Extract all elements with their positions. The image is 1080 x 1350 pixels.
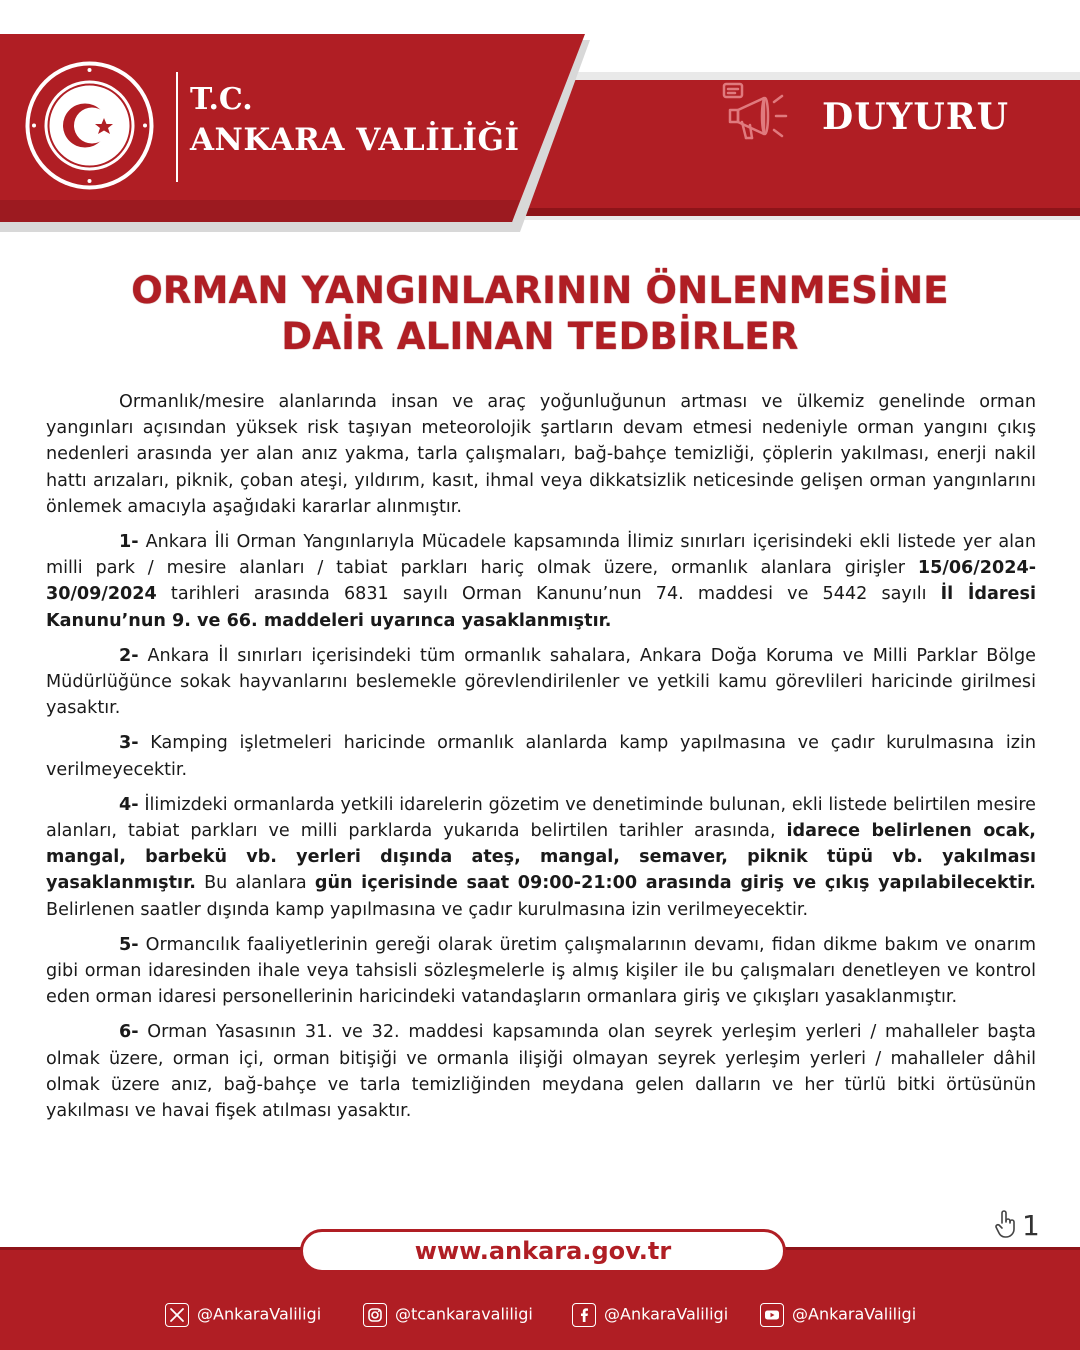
- item-text: Ankara İl sınırları içerisindeki tüm ormanlık sahalara, Ankara Doğa Koruma ve Milli Parklar Bölge Müdürlüğünce sokak hayvanlarını beslemekle görevlendirilenler ve yetkili kamu görevlileri haricinde girilmesi yasaktır.: [46, 645, 1036, 719]
- social-youtube[interactable]: [760, 1300, 916, 1328]
- intro-paragraph: [46, 389, 1036, 520]
- org-line-tc: T.C.: [190, 82, 253, 117]
- item-number: 6-: [119, 1022, 139, 1043]
- website-link[interactable]: www.ankara.gov.tr: [300, 1229, 786, 1273]
- item-2: [46, 643, 1036, 722]
- item-emphasis: gün içerisinde saat 09:00-21:00 arasında giriş ve çıkış yapılabilecektir.: [314, 873, 1036, 894]
- item-text: İlimizdeki ormanlarda yetkili idarelerin gözetim ve denetiminde bulunan, ekli listede belirtilen mesire alanları, tabiat parkları ve milli parklarda yukarıda belirtilen tarihler arasında,: [46, 794, 1036, 842]
- x-icon: [165, 1303, 189, 1327]
- social-handle: @AnkaraValiligi: [604, 1304, 729, 1324]
- megaphone-icon: [720, 80, 800, 150]
- title-line-2: DAİR ALINAN TEDBİRLER: [281, 315, 799, 358]
- item-text: Bu alanlara: [195, 873, 315, 894]
- item-text: Ankara İli Orman Yangınlarıyla Mücadele kapsamında İlimiz sınırları içerisindeki ekli listede yer alan milli park / mesire alanları / tabiat parkları hariç olmak üzere, ormanlık alanlara girişler: [46, 532, 1036, 579]
- social-x[interactable]: [165, 1300, 321, 1328]
- swipe-hand-icon: [994, 1209, 1018, 1239]
- item-emphasis: idarece belirlenen ocak, mangal, barbekü vb. yerleri dışında ateş, mangal, semaver, piknik tüpü vb. yakılması yasaklanmıştır.: [46, 821, 1036, 894]
- org-name: ANKARA VALİLİĞİ: [190, 122, 520, 158]
- social-handle: @AnkaraValiligi: [197, 1304, 322, 1324]
- page-indicator: [994, 1207, 1054, 1247]
- announcement-badge: DUYURU: [822, 96, 1010, 138]
- item-text: tarihleri arasında 6831 sayılı Orman Kanunu’nun 74. maddesi ve 5442 sayılı: [156, 584, 941, 605]
- item-1: [46, 529, 1036, 634]
- item-emphasis: İl İdaresi Kanunu’nun 9. ve 66. maddeleri uyarınca yasaklanmıştır.: [46, 584, 1036, 631]
- item-text: Orman Yasasının 31. ve 32. maddesi kapsamında olan seyrek yerleşim yerleri / mahalleler başta olmak üzere, orman içi, orman bitişiği ve ormanla ilişiği olmayan seyrek yerleşim yerleri / mahalleler dâhil olmak üzere anız, bağ-bahçe ve tarla temizliğinden meydana gelen dalların ve her türlü bitki örtüsünün yakılması ve havai fişek atılması yasaktır.: [46, 1022, 1036, 1122]
- facebook-icon: [572, 1303, 596, 1327]
- social-instagram[interactable]: [363, 1300, 533, 1328]
- page-title: [0, 268, 1080, 360]
- title-line-1: ORMAN YANGINLARININ ÖNLENMESİNE: [131, 269, 949, 312]
- instagram-icon: [363, 1303, 387, 1327]
- item-3: [46, 730, 1036, 782]
- item-text: Belirlenen saatler dışında kamp yapılmasına ve çadır kurulmasına izin verilmeyecektir.: [46, 899, 809, 920]
- item-4: [46, 792, 1036, 923]
- header-divider: [176, 72, 178, 182]
- item-number: 4-: [119, 794, 139, 815]
- announcement-body: [46, 389, 1036, 1133]
- item-number: 1-: [119, 532, 139, 553]
- social-facebook[interactable]: [572, 1300, 728, 1328]
- item-text: Kamping işletmeleri haricinde ormanlık alanlarda kamp yapılmasına ve çadır kurulmasına izin verilmeyecektir.: [46, 733, 1036, 780]
- intro-text: Ormanlık/mesire alanlarında insan ve araç yoğunluğunun artması ve ülkemiz genelinde orman yangınları açısından yüksek risk taşıyan meteorolojik şartların devam etmesi nedeniyle orman yangını çıkış nedenleri arasında yer alan anız yakma, tarla çalışmaları, bağ-bahçe temizliği, çöplerin yakılması, enerji nakil hattı arızaları, piknik, çoban ateşi, yıldırım, kasıt, ihmal veya dikkatsizlik neticesinde gelişen orman yangınlarını önlemek amacıyla aşağıdaki kararlar alınmıştır.: [46, 392, 1036, 517]
- item-number: 3-: [119, 733, 139, 754]
- social-handle: @tcankaravaliligi: [395, 1304, 533, 1324]
- social-handle: @AnkaraValiligi: [792, 1304, 917, 1324]
- item-6: [46, 1019, 1036, 1124]
- item-5: [46, 932, 1036, 1011]
- seal-logo: [22, 58, 157, 193]
- item-number: 2-: [119, 645, 139, 666]
- item-dates: 15/06/2024-30/09/2024: [46, 558, 1036, 605]
- header: [0, 0, 1080, 245]
- page-number: 1: [1022, 1209, 1040, 1242]
- item-number: 5-: [119, 934, 139, 955]
- item-text: Ormancılık faaliyetlerinin gereği olarak üretim çalışmalarının devamı, fidan dikme bakım ve onarım gibi orman idaresinden ihale veya tahsisli sözleşmelerle iş almış kişiler ile bu çalışmaları denetleyen ve kontrol eden orman idaresi personellerinin haricindeki vatandaşların ormanlara giriş ve çıkışları yasaklanmıştır.: [46, 934, 1036, 1008]
- youtube-icon: [760, 1303, 784, 1327]
